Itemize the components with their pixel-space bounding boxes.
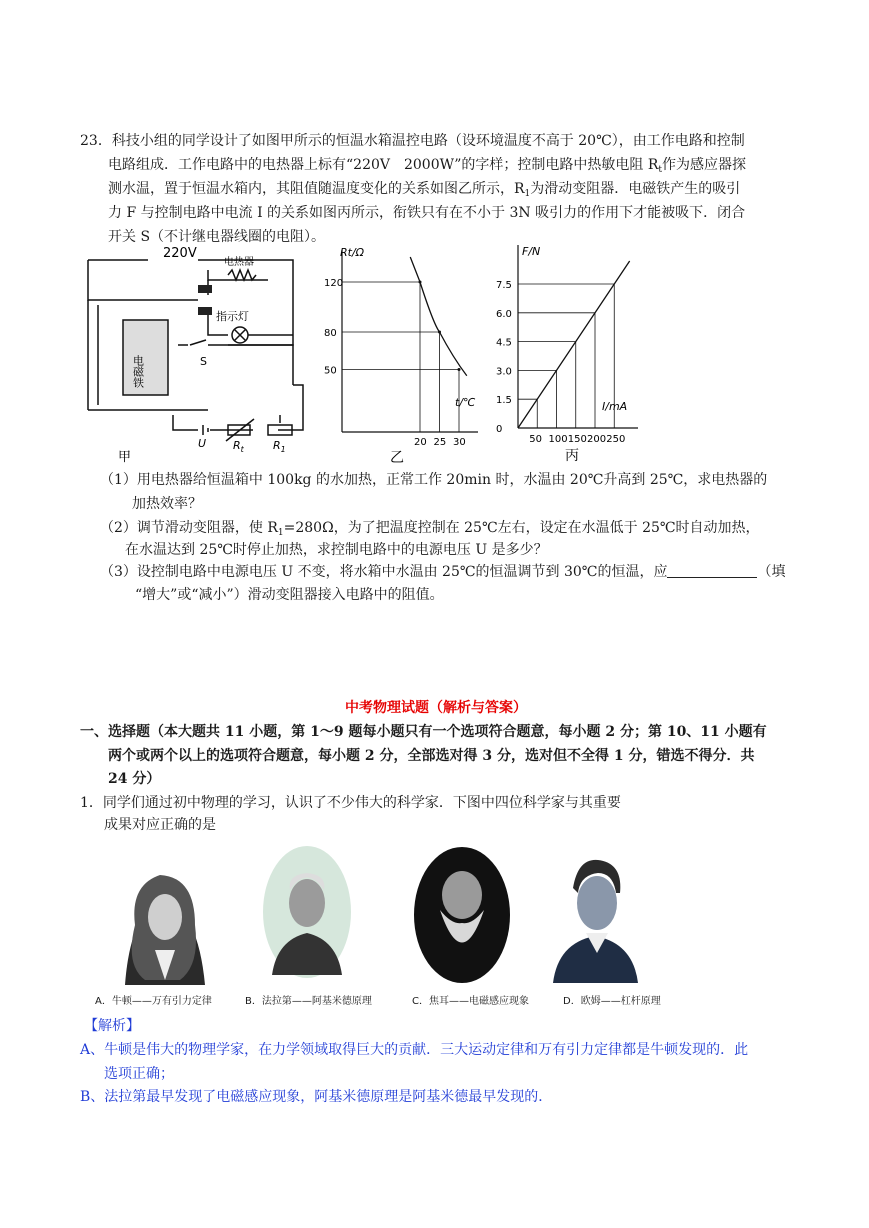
q23-line-1: 23．科技小组的同学设计了如图甲所示的恒温水箱温控电路（设环境温度不高于 20℃），由工作电路和控制 [80, 133, 745, 149]
newton-portrait [110, 855, 215, 985]
rt-curve [410, 257, 467, 376]
analysis-a-line-2: 选项正确； [104, 1066, 174, 1082]
answer-blank[interactable] [667, 563, 757, 578]
q23-part2-a: （2）调节滑动变阻器，使 $R_1=280\Omega$，为了把温度控制在 25℃左右，设定在水温低于 25℃时自动加热， [100, 520, 760, 538]
data-point [438, 331, 441, 334]
switch-label: S [200, 355, 207, 368]
section1-line-2: 两个或两个以上的选项符合题意，每小题 2 分，全部选对得 3 分，选对但不全得 1 分，错选不得分．共 [108, 748, 755, 764]
y-tick-label: 50 [324, 365, 337, 377]
x-tick-label: 30 [453, 437, 466, 448]
q1-line-2: 成果对应正确的是 [104, 817, 216, 833]
source-label: U [198, 437, 207, 450]
q1-line-1: 1．同学们通过初中物理的学习，认识了不少伟大的科学家．下图中四位科学家与其重要 [80, 795, 621, 811]
q23-line-5: 开关 S（不计继电器线圈的电阻）。 [108, 229, 326, 245]
answers-title: 中考物理试题（解析与答案） [345, 700, 527, 716]
chart-yi [320, 240, 480, 465]
q23-part3-b: “增大”或“减小”）滑动变阻器接入电路中的阻值。 [135, 587, 444, 603]
data-point [458, 368, 461, 371]
x-tick-label: 100 [548, 434, 568, 445]
caption-bing: 丙 [565, 448, 579, 464]
caption-c: C．焦耳——电磁感应现象 [412, 996, 529, 1007]
x-tick-label: 25 [433, 437, 447, 448]
x-tick-label: 150 [567, 434, 587, 445]
x-tick-label: 200 [587, 434, 607, 445]
caption-yi: 乙 [390, 450, 404, 465]
heater-label: 电热器 [224, 257, 254, 268]
y-tick-label: 3.0 [496, 366, 512, 378]
caption-a: A．牛顿——万有引力定律 [95, 996, 212, 1007]
y-axis-label: Rt/Ω [340, 246, 365, 259]
faraday-portrait [262, 845, 352, 980]
caption-b: B．法拉第——阿基米德原理 [245, 996, 372, 1007]
y-tick-label: 120 [324, 278, 344, 289]
x-tick-label: 20 [414, 437, 427, 448]
y-tick-label: 7.5 [496, 280, 512, 291]
ohm-portrait [548, 848, 643, 983]
q23-part1-a: （1）用电热器给恒温箱中 100kg 的水加热，正常工作 20min 时，水温由 20℃升高到 25℃，求电热器的 [100, 472, 768, 488]
caption-d: D．欧姆——杠杆原理 [563, 996, 661, 1007]
q23-line-4: 力 F 与控制电路中电流 I 的关系如图丙所示，衔铁只有在不小于 3N 吸引力的作用下才能被吸下．闭合 [108, 205, 746, 221]
analysis-heading: 【解析】 [84, 1018, 140, 1034]
caption-jia: 甲 [118, 450, 132, 465]
r1-label: $R_1$ [273, 439, 286, 454]
chart-bing [490, 240, 640, 470]
y-tick-label: 0 [496, 424, 503, 435]
analysis-a-line-1: A、牛顿是伟大的物理学家，在力学领域取得巨大的贡献．三大运动定律和万有引力定律都是牛顿发现的．此 [80, 1042, 749, 1058]
x-tick-label: 50 [529, 434, 542, 445]
y-tick-label: 80 [324, 328, 337, 339]
q23-line-3: 测水温，置于恒温水箱内，其阻值随温度变化的关系如图乙所示，$R_1$为滑动变阻器．电磁铁产生的吸引 [108, 181, 741, 199]
lamp-label: 指示灯 [216, 310, 249, 323]
y-tick-label: 6.0 [496, 308, 512, 320]
y-tick-label: 4.5 [496, 337, 512, 349]
q23-part3-a: （3）设控制电路中电源电压 U 不变，将水箱中水温由 25℃的恒温调节到 30℃的恒温，应 （填 [100, 564, 786, 580]
circuit-diagram [78, 245, 318, 465]
x-axis-label: I/mA [602, 400, 628, 413]
q23-part2-b: 在水温达到 25℃时停止加热，求控制电路中的电源电压 U 是多少？ [125, 542, 548, 558]
analysis-b-line-1: B、法拉第最早发现了电磁感应现象，阿基米德原理是阿基米德最早发现的． [80, 1089, 553, 1105]
joule-portrait [412, 845, 512, 985]
q23-part1-b: 加热效率？ [132, 496, 202, 512]
voltage-label: 220V [163, 246, 197, 261]
data-point [419, 281, 422, 284]
y-tick-label: 1.5 [496, 395, 512, 407]
section1-line-1: 一、选择题（本大题共 11 小题，第 1～9 题每小题只有一个选项符合题意，每小题 2 分；第 10、11 小题有 [80, 724, 767, 740]
y-axis-label: F/N [522, 245, 541, 258]
x-axis-label: t/℃ [455, 396, 476, 409]
x-tick-label: 250 [606, 434, 626, 445]
rt-label: $R_t$ [233, 439, 244, 454]
magnet-label: 电磁铁 [131, 355, 145, 388]
section1-line-3: 24 分） [108, 771, 161, 787]
q23-line-2: 电路组成．工作电路中的电热器上标有“220V 2000W”的字样；控制电路中热敏电阻 $R_t$作为感应器探 [108, 157, 747, 175]
